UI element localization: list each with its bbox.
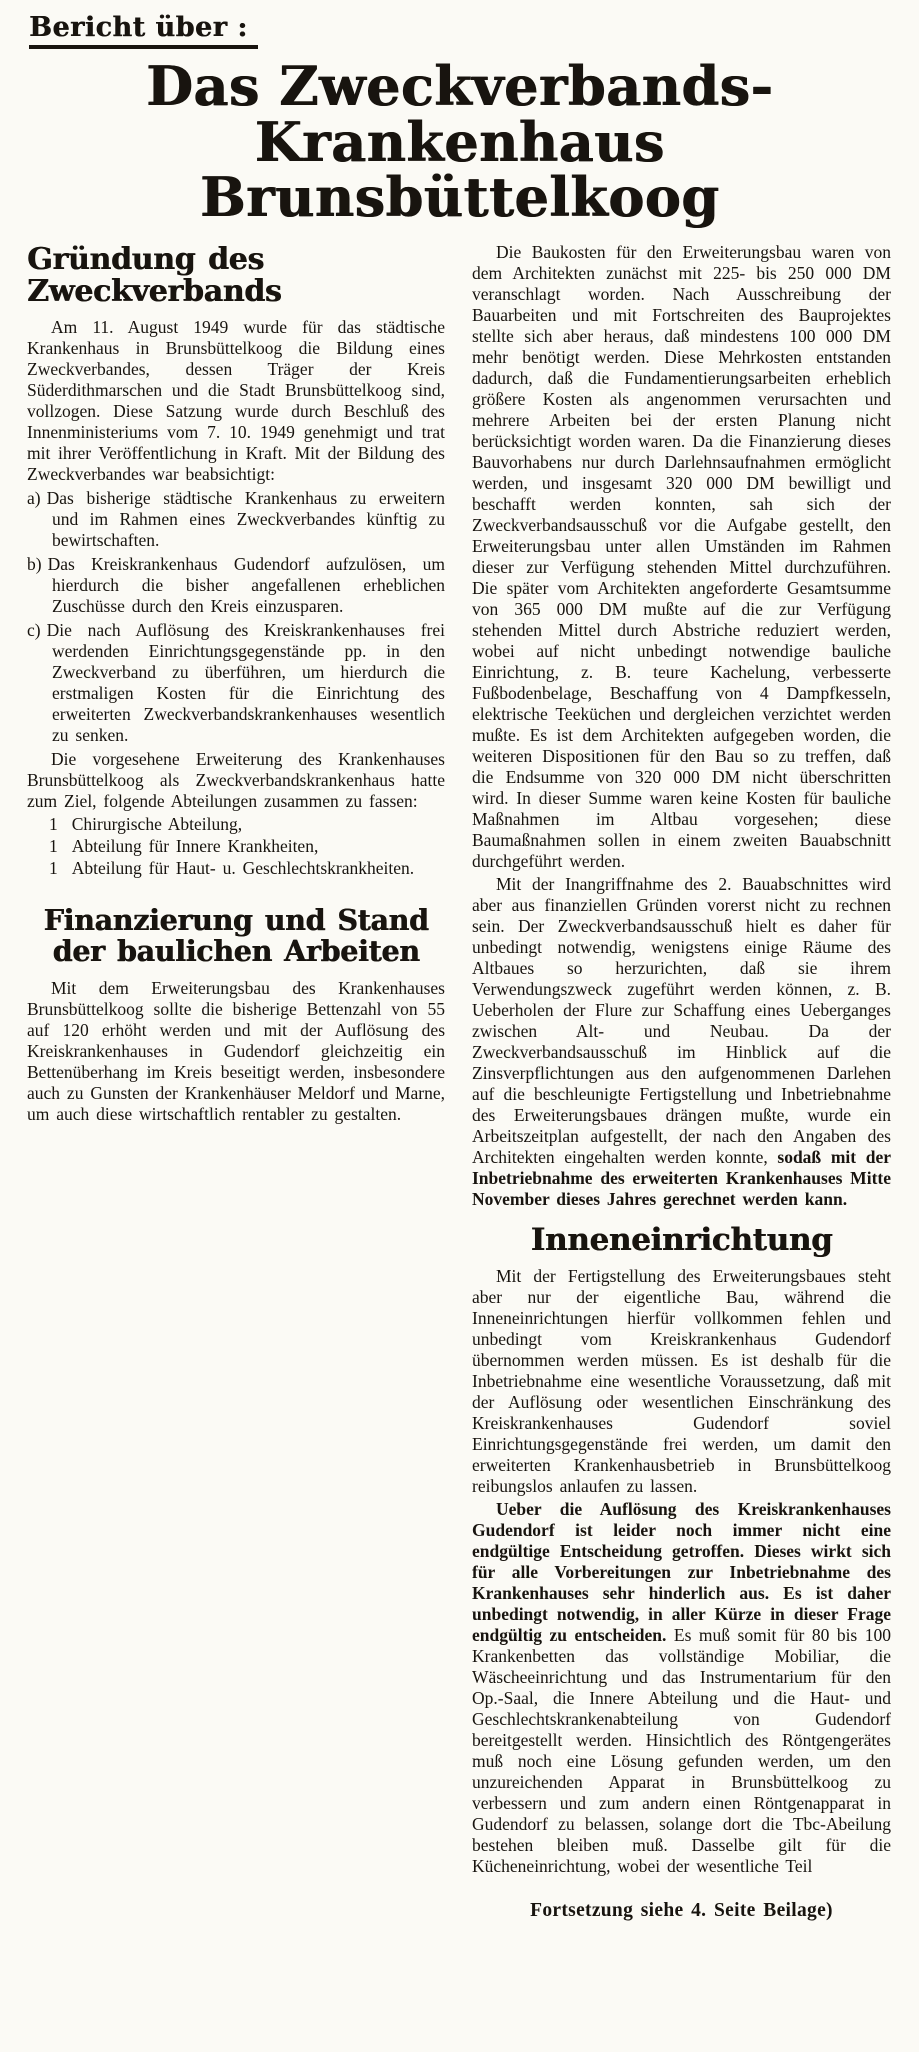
paragraph <box>27 978 445 1125</box>
lettered-list-item <box>27 620 445 746</box>
paragraph <box>27 317 445 485</box>
headline-line-2: Krankenhaus Brunsbüttelkoog <box>199 109 720 230</box>
list-item-text: Abteilung für Haut- u. Geschlechtskrankheiten. <box>71 858 415 879</box>
bold-text: Ueber die Auflösung des Kreiskrankenhauses Gudendorf ist leider noch immer nicht eine endgültige Entscheidung getroffen. Dieses wirkt sich für alle Vorbereitungen zur Inbetriebnahme des Krankenhauses sehr hinderlich aus. Es ist daher unbedingt notwendig, in aller Kürze in dieser Frage endgültig zu entscheiden. <box>472 1498 891 1645</box>
body-text: Mit dem Erweiterungsbau des Krankenhauses Brunsbüttelkoog sollte die bisherige Bettenzahl von 55 auf 120 erhöht werden und mit der Auflösung des Kreiskrankenhauses in Gudendorf gleichzeitig ein Bettenüberhang im Kreis beseitigt werden, insbesondere auch zu Gunsten der Krankenhäuser Meldorf und Marne, um auch diese wirtschaftlich rentabler zu gestalten. <box>27 977 445 1124</box>
lettered-list-item <box>27 488 445 551</box>
list-marker: b) <box>27 554 42 575</box>
section-heading-line: der baulichen Arbeiten <box>52 933 420 968</box>
body-text: Die vorgesehene Erweiterung des Krankenhauses Brunsbüttelkoog als Zweckverbandskrankenhaus hatte zum Ziel, folgende Abteilungen zusammen zu fassen: <box>27 749 445 812</box>
section-heading <box>27 241 445 309</box>
body-text: Die Baukosten für den Erweiterungsbau waren von dem Architekten zunächst mit 225- bis 250 000 DM veranschlagt worden. Nach Ausschreibung der Bauarbeiten und mit Fortschreiten des Bauprojektes stellte sich aber heraus, daß mindestens 100 000 DM mehr benötigt werden. Diese Mehrkosten entstanden dadurch, daß die Fundamentierungsarbeiten erheblich größere Kosten als angenommen verursachten und mehrere Arbeiten bei der ersten Planung nicht berücksichtigt worden waren. Da die Finanzierung dieses Bauvorhabens nur durch Darlehnsaufnahmen ermöglicht werden, und insgesamt 320 000 DM bewilligt und beschafft werden konnten, sah sich der Zweckverbandsausschuß vor die Aufgabe gestellt, den Erweiterungsbau unter allen Umständen im Rahmen dieser zur Verfügung stehenden Mittel durchzuführen. Die später vom Architekten angeforderte Gesamtsumme von 365 000 DM mußte auf die zur Verfügung stehenden Mittel durch Abstriche reduziert werden, wobei auf nicht unbedingt notwendige bauliche Einrichtung, z. B. teure Kachelung, verbesserte Fußbodenbelage, Beschaffung von 4 Dampfkesseln, elektrische Teeküchen und dergleichen verzichtet werden mußte. Es ist dem Architekten aufgegeben worden, die weiteren Dispositionen für den Bau so zu treffen, daß die Endsumme von 320 000 DM nicht überschritten wird. In dieser Summe waren keine Kosten für bauliche Maßnahmen im Altbau vorgesehen; diese Baumaßnahmen sollen in einem zweiten Bauabschnitt durchgeführt werden. <box>472 241 891 871</box>
paragraph <box>472 1499 891 1877</box>
list-marker: c) <box>27 620 41 641</box>
article-columns <box>27 242 892 1922</box>
body-text: Mit der Fertigstellung des Erweiterungsbaues steht aber nur der eigentliche Bau, während die Inneneinrichtungen hierfür vollkommen fehlen und unbedingt vom Kreiskrankenhaus Gudendorf übernommen werden müssen. Es ist deshalb für die Inbetriebnahme eine wesentliche Voraussetzung, daß mit der Auflösung oder wesentlichen Einschränkung des Kreiskrankenhauses Gudendorf soviel Einrichtungsgegenstände frei werden, um damit den erweiterten Krankenhausbetrieb in Brunsbüttelkoog reibungslos anlaufen zu lassen. <box>472 1265 891 1496</box>
section-heading-line: Gründung des Zweckverbands <box>27 241 282 309</box>
section-heading-line: Inneneinrichtung <box>530 1221 833 1258</box>
headline-line-1: Das Zweckverbands- <box>145 54 774 118</box>
kicker: Bericht über : <box>29 12 258 49</box>
list-marker: a) <box>27 488 41 509</box>
paragraph <box>27 749 445 812</box>
list-item-text: Abteilung für Innere Krankheiten, <box>71 836 319 857</box>
list-item-text: Das bisherige städtische Krankenhaus zu erweitern und im Rahmen eines Zweckverbandes künftig zu bewirtschaften. <box>46 488 445 551</box>
left-column <box>27 242 445 1127</box>
numbered-list-item <box>27 836 445 857</box>
list-marker: 1 <box>49 814 58 835</box>
paragraph <box>472 242 891 872</box>
list-marker: 1 <box>49 858 58 879</box>
paragraph <box>472 874 891 1210</box>
bold-text: sodaß mit der Inbetriebnahme des erweiterten Krankenhauses Mitte November dieses Jahres gerechnet werden kann. <box>472 1146 892 1209</box>
section-heading <box>27 903 445 968</box>
right-column <box>472 242 891 1922</box>
body-text: Es muß somit für 80 bis 100 Krankenbetten das vollständige Mobiliar, die Wäscheeinrichtung und das Instrumentarium für den Op.-Saal, die Innere Abteilung und die Haut- und Geschlechtskrankenabteilung von Gudendorf bereitgestellt werden. Hinsichtlich des Röntgengerätes muß noch eine Lösung gefunden werden, um den unzureichenden Apparat in Brunsbüttelkoog zu verbessern und zum andern einen Röntgenapparat in Gudendorf zu belassen, solange dort die Tbc-Abeilung bestehen bleiben muß. Dasselbe gilt für die Kücheneinrichtung, wobei der wesentliche Teil <box>472 1624 891 1876</box>
headline <box>27 54 892 230</box>
list-item-text: Die nach Auflösung des Kreiskrankenhauses frei werdenden Einrichtungsgegenstände pp. in den Zweckverband zu überführen, um hierdurch die erstmaligen Kosten für die Einrichtung des erweiterten Zweckverbandskrankenhauses wesentlich zu senken. <box>46 620 445 746</box>
body-text: Mit der Inangriffnahme des 2. Bauabschnittes wird aber aus finanziellen Gründen vorerst nicht zu rechnen sein. Der Zweckverbandsausschuß hielt es daher für unbedingt notwendig, wenigstens einige Räume des Altbaues so herzurichten, daß sie ihrem Verwendungszweck zugeführt werden können, z. B. Ueberholen der Flure zur Schaffung eines Ueberganges zwischen Alt- und Neubau. Da der Zweckverbandsausschuß im Hinblick auf die Zinsverpflichtungen aus den aufgenommenen Darlehen auf die beschleunigte Fertigstellung und Inbetriebnahme des Erweiterungsbaues drängen mußte, wurde ein Arbeitszeitplan aufgestellt, der nach den Angaben des Architekten eingehalten werden konnte, <box>472 873 891 1167</box>
list-item-text: Das Kreiskrankenhaus Gudendorf aufzulösen, um hierdurch die bisher angefallenen erheblichen Zuschüsse durch den Kreis einzusparen. <box>47 554 445 617</box>
kicker-row <box>27 10 892 49</box>
section-heading-line: Finanzierung und Stand <box>43 903 429 938</box>
numbered-list-item <box>27 858 445 879</box>
numbered-list-item <box>27 814 445 835</box>
list-item-text: Chirurgische Abteilung, <box>71 814 243 835</box>
paragraph <box>472 1266 891 1497</box>
list-marker: 1 <box>49 836 58 857</box>
section-heading <box>472 1221 891 1258</box>
continuation-note: Fortsetzung siehe 4. Seite Beilage) <box>530 1899 833 1921</box>
body-text: Am 11. August 1949 wurde für das städtische Krankenhaus in Brunsbüttelkoog die Bildung eines Zweckverbandes, dessen Träger der Kreis Süderdithmarschen und die Stadt Brunsbüttelkoog sind, vollzogen. Diese Satzung wurde durch Beschluß des Innenministeriums vom 7. 10. 1949 genehmigt und trat mit ihrer Veröffentlichung in Kraft. Mit der Bildung des Zweckverbandes war beabsichtigt: <box>27 317 445 485</box>
lettered-list-item <box>27 554 445 617</box>
